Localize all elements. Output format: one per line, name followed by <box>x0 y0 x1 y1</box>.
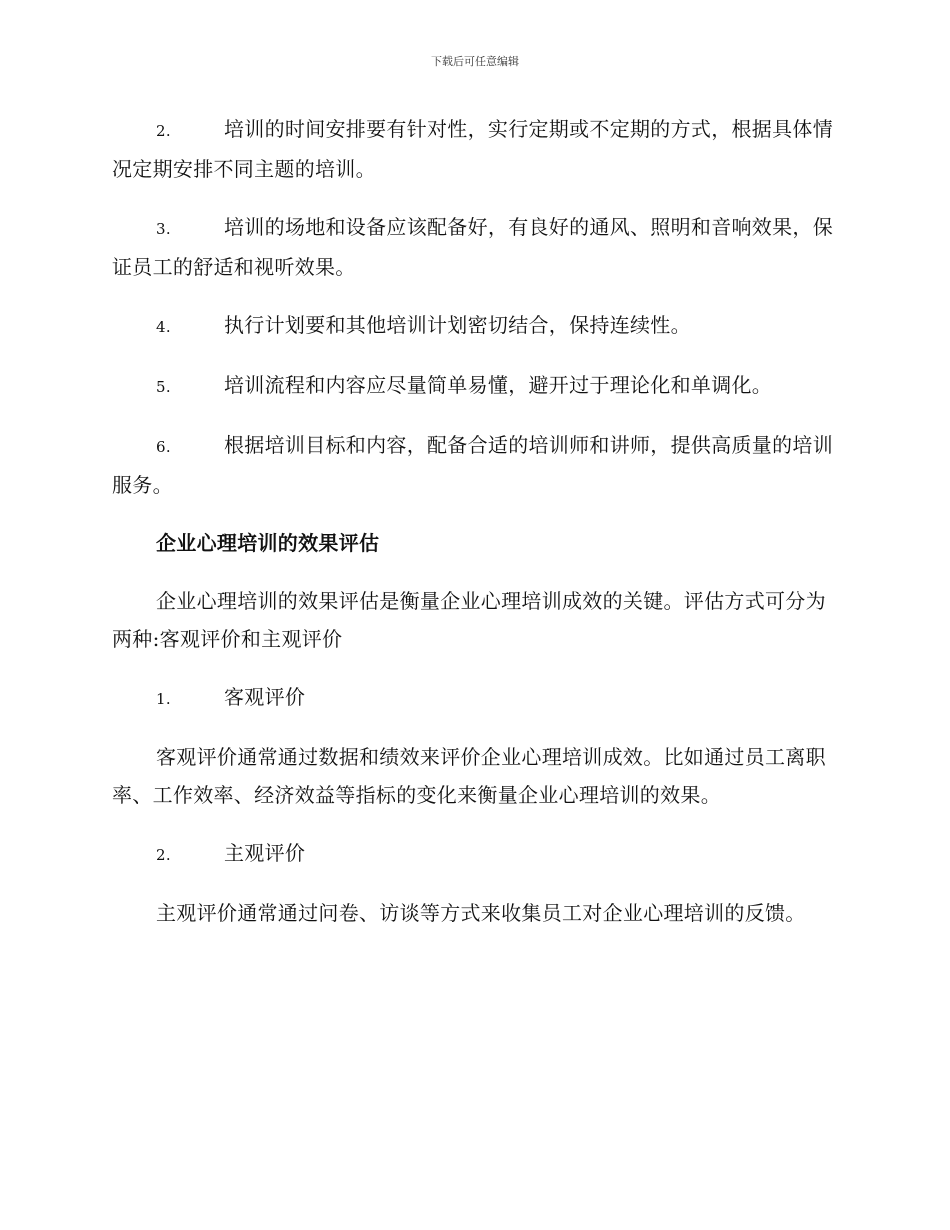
list-item-text: 培训的场地和设备应该配备好，有良好的通风、照明和音响效果，保证员工的舒适和视听效果。 <box>112 215 833 279</box>
list-number: 3. <box>156 220 171 238</box>
section-heading: 企业心理培训的效果评估 <box>156 531 380 555</box>
list-item <box>112 208 834 286</box>
list-item-text: 根据培训目标和内容，配备合适的培训师和讲师，提供高质量的培训服务。 <box>112 433 833 497</box>
list-item-text: 培训流程和内容应尽量简单易懂，避开过于理论化和单调化。 <box>224 373 773 397</box>
list-number: 2. <box>156 122 171 140</box>
document-body <box>112 110 834 952</box>
list-number: 5. <box>156 378 171 396</box>
list-number: 2. <box>156 846 171 864</box>
list-number: 6. <box>156 438 171 456</box>
list-item <box>112 678 834 718</box>
list-number: 4. <box>156 318 171 336</box>
subjective-eval-paragraph: 主观评价通常通过问卷、访谈等方式来收集员工对企业心理培训的反馈。 <box>156 901 806 925</box>
list-item <box>112 366 834 406</box>
list-number: 1. <box>156 690 171 708</box>
list-item-text: 培训的时间安排要有针对性，实行定期或不定期的方式，根据具体情况定期安排不同主题的培训。 <box>112 117 833 181</box>
subjective-eval-title: 主观评价 <box>224 841 306 865</box>
list-item <box>112 834 834 874</box>
list-item <box>112 426 834 504</box>
list-item <box>112 110 834 188</box>
page-header-note: 下载后可任意编辑 <box>431 55 519 68</box>
list-item-text: 执行计划要和其他培训计划密切结合，保持连续性。 <box>224 313 691 337</box>
list-item <box>112 306 834 346</box>
objective-eval-paragraph: 客观评价通常通过数据和绩效来评价企业心理培训成效。比如通过员工离职率、工作效率、经济效益等指标的变化来衡量企业心理培训的效果。 <box>112 745 826 807</box>
section-intro-paragraph: 企业心理培训的效果评估是衡量企业心理培训成效的关键。评估方式可分为两种:客观评价和主观评价 <box>112 589 826 651</box>
objective-eval-title: 客观评价 <box>224 685 306 709</box>
